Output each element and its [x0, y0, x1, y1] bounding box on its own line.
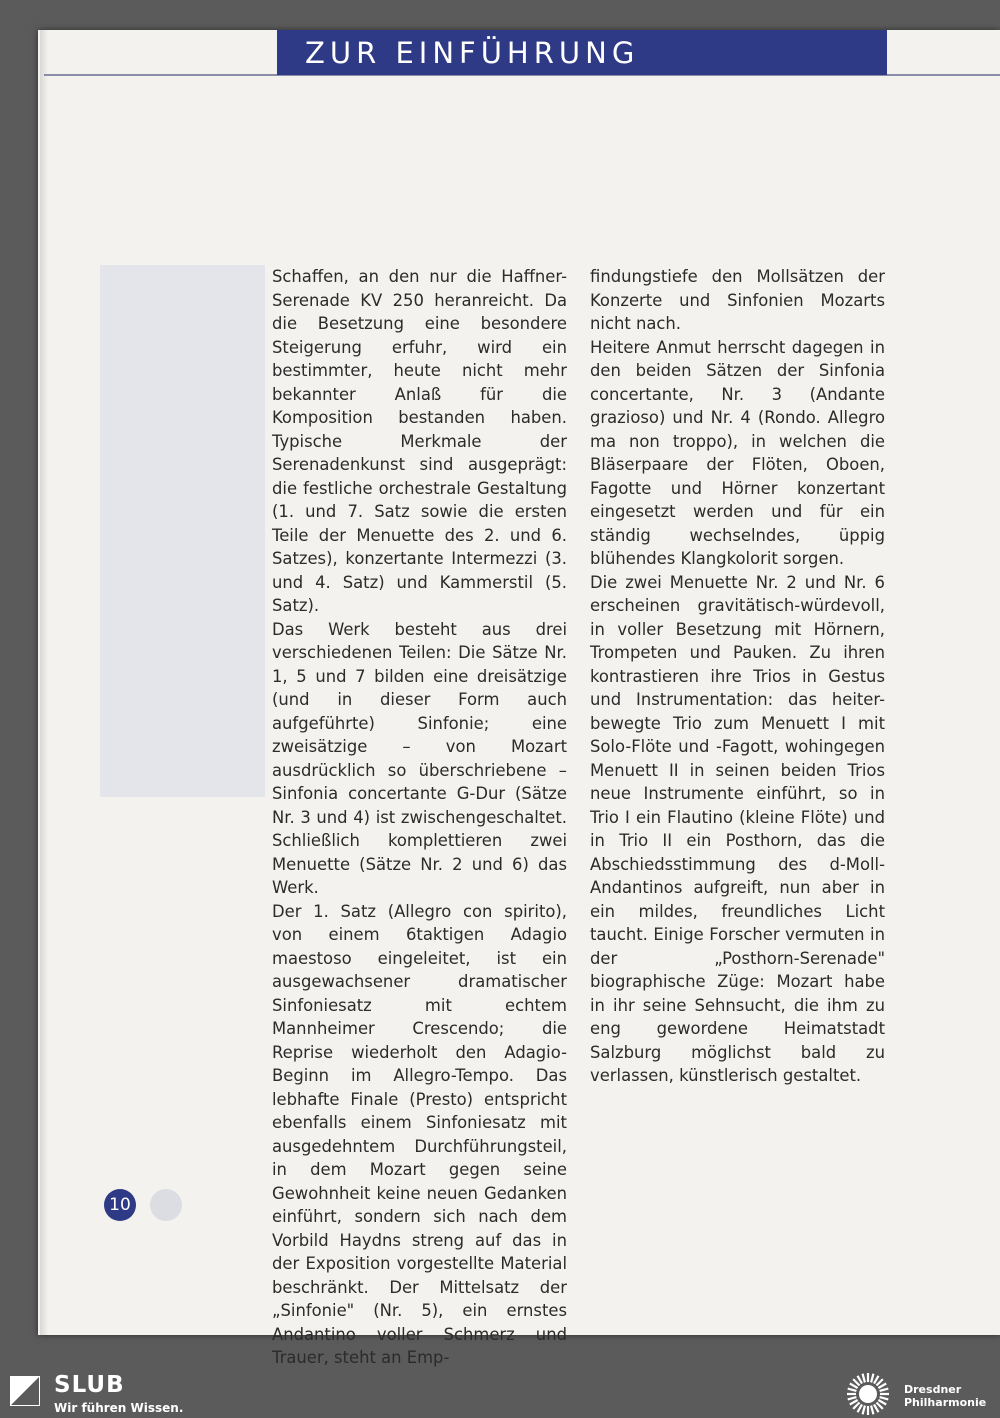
page-number-badge: 10: [104, 1189, 136, 1221]
partner-name-line2: Philharmonie: [904, 1396, 987, 1409]
paragraph: Das Werk besteht aus drei verschiedenen Teilen: Die Sätze Nr. 1, 5 und 7 bilden eine dreisätzige (und in dieser Form auch aufgeführte) Sinfonie; eine zweisätzige – von Mozart ausdrücklich so überschriebene – Sinfonia concertante G-Dur (Sätze Nr. 3 und 4) ist zwischengeschaltet. Schließlich komplettieren zwei Menuette (Sätze Nr. 2 und 6) das Werk.: [272, 619, 567, 897]
partner-name: [904, 1383, 986, 1409]
paragraph: Die zwei Menuette Nr. 2 und Nr. 6 erscheinen gravitätisch-würdevoll, in voller Besetzung mit Hörnern, Trompeten und Pauken. Zu ihren kontrastieren ihre Trios in Gestus und Instrumentation: das heiter-bewegte Trio zum Menuett I mit Solo-Flöte und -Fagott, wohingegen Menuett II in seinen beiden Trios neue Instrumente einführt, so in Trio I ein Flautino (kleine Flöte) und in Trio II ein Posthorn, das die Abschiedsstimmung des d-Moll-Andantinos aufgreift, nun aber in ein mildes, freundliches Licht taucht. Einige Forscher vermuten in der „Posthorn-Serenade" biographische Züge: Mozart habe in ihr seine Sehnsucht, die ihm zu eng gewordene Heimatstadt Salzburg möglichst bald zu verlassen, künstlerisch gestaltet.: [590, 572, 885, 1085]
text-column-left: [272, 265, 567, 1370]
slub-logo-icon: [10, 1376, 40, 1406]
section-title-banner: ZUR EINFÜHRUNG: [277, 30, 887, 75]
paragraph: Schaffen, an den nur die Haffner-Serenade KV 250 heranreicht. Da die Besetzung eine besondere Steigerung erfuhr, wird ein bestimmter, heute nicht mehr bekannter Anlaß für die Komposition bestanden haben. Typische Merkmale der Serenadenkunst sind ausgeprägt: die festliche orchestrale Gestaltung (1. und 7. Satz sowie die ersten Teile der Menuette des 2. und 6. Satzes), konzertante Intermezzi (3. und 4. Satz) und Kammerstil (5. Satz).: [272, 267, 567, 615]
text-column-right: [590, 265, 885, 1088]
page-fold-shadow: [40, 30, 48, 1335]
dresdner-philharmonie-logo-icon: [842, 1371, 894, 1417]
faded-image-area: [100, 265, 265, 797]
library-name: SLUB: [54, 1372, 125, 1398]
paragraph: Der 1. Satz (Allegro con spirito), von einem 6taktigen Adagio maestoso eingeleitet, ist ein ausgewachsener dramatischer Sinfoniesatz mit echtem Mannheimer Crescendo; die Reprise wiederholt den Adagio-Beginn im Allegro-Tempo. Das lebhafte Finale (Presto) entspricht ebenfalls einem Sinfoniesatz mit ausgedehntem Durchführungsteil, in dem Mozart gegen seine Gewohnheit keine neuen Gedanken einführt, sondern sich nach dem Vorbild Haydns streng auf das in der Exposition vorgestellte Material beschränkt. Der Mittelsatz der „Sinfonie" (Nr. 5), ein ernstes Andantino voller Schmerz und Trauer, steht an Emp-: [272, 901, 567, 1367]
library-tagline: Wir führen Wissen.: [54, 1401, 184, 1415]
paragraph: findungstiefe den Mollsätzen der Konzerte und Sinfonien Mozarts nicht nach.: [590, 267, 885, 333]
page-dot-decoration: [150, 1189, 182, 1221]
paragraph: Heitere Anmut herrscht dagegen in den beiden Sätzen der Sinfonia concertante, Nr. 3 (Andante grazioso) und Nr. 4 (Rondo. Allegro ma non troppo), in welchen die Bläserpaare der Flöten, Oboen, Fagotte und Hörner konzertant eingesetzt werden und für ein ständig wechselndes, üppig blühendes Klangkolorit sorgen.: [590, 337, 885, 568]
partner-name-line1: Dresdner: [904, 1383, 962, 1396]
